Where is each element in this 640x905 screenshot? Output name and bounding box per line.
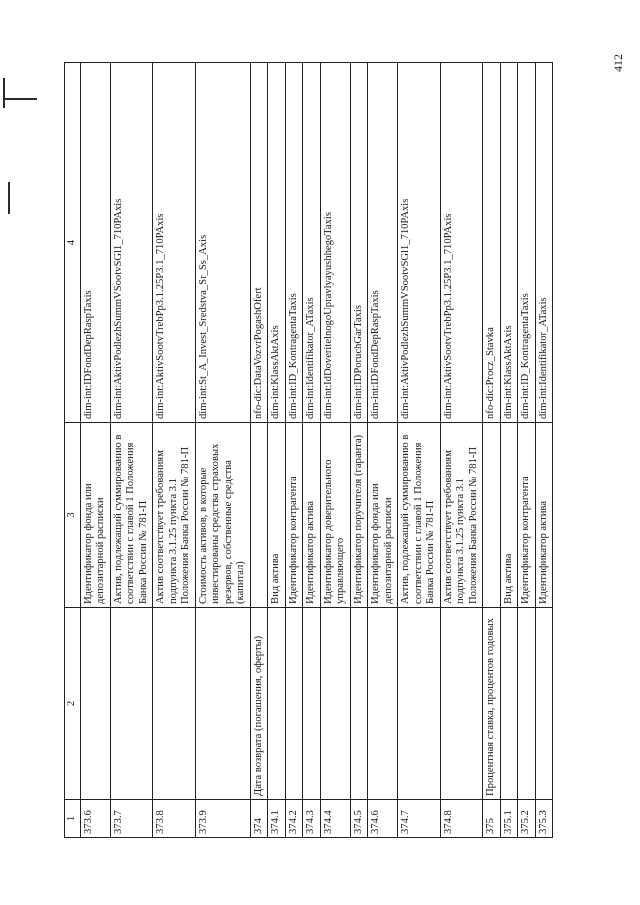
- row-name-cell: Процентная ставка, процентов годовых: [483, 608, 501, 800]
- row-number-cell: 375.2: [518, 800, 536, 838]
- row-name-cell: [500, 608, 518, 800]
- row-number-cell: 375.1: [500, 800, 518, 838]
- row-name-cell: [368, 608, 398, 800]
- table-body: [65, 63, 553, 838]
- row-number-cell: 373.9: [195, 800, 250, 838]
- row-description-cell: Вид актива: [500, 423, 518, 608]
- row-description-cell: Идентификатор фонда или депозитарной расписки: [368, 423, 398, 608]
- column-header-description: 3: [65, 423, 81, 608]
- row-description-cell: Идентификатор актива: [303, 423, 321, 608]
- row-number-cell: 374.5: [350, 800, 368, 838]
- row-number-cell: 374.2: [285, 800, 303, 838]
- row-description-cell: Идентификатор контрагента: [285, 423, 303, 608]
- row-code-cell: dim-int:IDPoruchGarTaxis: [350, 63, 368, 423]
- table-row: [285, 63, 303, 838]
- row-number-cell: 373.8: [153, 800, 196, 838]
- scan-mark: [8, 182, 10, 214]
- row-code-cell: dim-int:ID_KontragentaTaxis: [285, 63, 303, 423]
- row-name-cell: [518, 608, 536, 800]
- document-table: [64, 62, 553, 838]
- row-name-cell: Дата возврата (погашения, оферты): [250, 608, 268, 800]
- row-number-cell: 374.3: [303, 800, 321, 838]
- row-description-cell: Актив, подлежащий суммированию в соответствии с главой 1 Положения Банка России № 781-П: [110, 423, 153, 608]
- row-code-cell: dim-int:AktivSootvTrebPp3.1.25P3.1_710PAxis: [440, 63, 483, 423]
- row-description-cell: Актив соответствует требованиям подпункта 3.1.25 пункта 3.1 Положения Банка России № 781-П: [153, 423, 196, 608]
- scan-mark: [3, 78, 5, 108]
- row-code-cell: dim-int:KlassAktAxis: [268, 63, 286, 423]
- table-row: [110, 63, 153, 838]
- row-code-cell: dim-int:IDFondDepRaspTaxis: [80, 63, 110, 423]
- table-row: [398, 63, 441, 838]
- table-row: [303, 63, 321, 838]
- table-row: [440, 63, 483, 838]
- row-code-cell: dim-int:Identifikator_ATaxis: [303, 63, 321, 423]
- row-number-cell: 375.3: [535, 800, 553, 838]
- row-name-cell: [535, 608, 553, 800]
- table-row: [268, 63, 286, 838]
- row-code-cell: dim-int:IDFondDepRaspTaxis: [368, 63, 398, 423]
- row-code-cell: dim-int:AktivSootvTrebPp3.1.25P3.1_710PAxis: [153, 63, 196, 423]
- row-description-cell: Идентификатор доверительного управляющего: [320, 423, 350, 608]
- row-code-cell: dim-int:IdDoveritelnogoUpravlyayushhegoTaxis: [320, 63, 350, 423]
- row-description-cell: Идентификатор фонда или депозитарной расписки: [80, 423, 110, 608]
- column-header-name: 2: [65, 608, 81, 800]
- row-name-cell: [195, 608, 250, 800]
- row-code-cell: dim-int:AktivPodlezhSummVSootvSGl1_710PAxis: [398, 63, 441, 423]
- row-name-cell: [80, 608, 110, 800]
- row-description-cell: Актив соответствует требованиям подпункта 3.1.25 пункта 3.1 Положения Банка России № 781-П: [440, 423, 483, 608]
- row-number-cell: 374.6: [368, 800, 398, 838]
- table-header-row: [65, 63, 81, 838]
- column-header-number: 1: [65, 800, 81, 838]
- column-header-code: 4: [65, 63, 81, 423]
- row-description-cell: [250, 423, 268, 608]
- row-code-cell: dim-int:ID_KontragentaTaxis: [518, 63, 536, 423]
- row-name-cell: [350, 608, 368, 800]
- table-row: [535, 63, 553, 838]
- row-number-cell: 374.4: [320, 800, 350, 838]
- row-number-cell: 374.7: [398, 800, 441, 838]
- table-row: [500, 63, 518, 838]
- row-name-cell: [153, 608, 196, 800]
- scan-mark: [3, 98, 37, 100]
- row-description-cell: Вид актива: [268, 423, 286, 608]
- row-number-cell: 373.7: [110, 800, 153, 838]
- row-number-cell: 375: [483, 800, 501, 838]
- row-description-cell: Идентификатор поручителя (гаранта): [350, 423, 368, 608]
- row-name-cell: [440, 608, 483, 800]
- table-row: [153, 63, 196, 838]
- page-number: 412: [611, 54, 625, 72]
- table-row: [368, 63, 398, 838]
- row-number-cell: 374.1: [268, 800, 286, 838]
- row-number-cell: 374: [250, 800, 268, 838]
- row-name-cell: [110, 608, 153, 800]
- row-name-cell: [268, 608, 286, 800]
- row-code-cell: dim-int:AktivPodlezhSummVSootvSGl1_710PAxis: [110, 63, 153, 423]
- row-description-cell: Стоимость активов, в которые инвестированы средства страховых резервов, собственные средства (капитал): [195, 423, 250, 608]
- table-row: [80, 63, 110, 838]
- table-row: [350, 63, 368, 838]
- row-name-cell: [303, 608, 321, 800]
- row-name-cell: [320, 608, 350, 800]
- row-name-cell: [398, 608, 441, 800]
- row-description-cell: Актив, подлежащий суммированию в соответствии с главой 1 Положения Банка России № 781-П: [398, 423, 441, 608]
- table-row: [195, 63, 250, 838]
- row-code-cell: nfo-dic:Procz_Stavka: [483, 63, 501, 423]
- row-code-cell: dim-int:Identifikator_ATaxis: [535, 63, 553, 423]
- row-description-cell: Идентификатор актива: [535, 423, 553, 608]
- row-description-cell: Идентификатор контрагента: [518, 423, 536, 608]
- row-number-cell: 373.6: [80, 800, 110, 838]
- row-description-cell: [483, 423, 501, 608]
- table-row: [483, 63, 501, 838]
- row-code-cell: nfo-dic:DataVozvrPogashOfert: [250, 63, 268, 423]
- row-number-cell: 374.8: [440, 800, 483, 838]
- row-code-cell: dim-int:KlassAktAxis: [500, 63, 518, 423]
- row-code-cell: dim-int:St_A_Invest_Sredstva_Sr_Ss_Axis: [195, 63, 250, 423]
- table-row: [518, 63, 536, 838]
- row-name-cell: [285, 608, 303, 800]
- rotated-page-content: [64, 63, 602, 838]
- table-row: [250, 63, 268, 838]
- table-row: [320, 63, 350, 838]
